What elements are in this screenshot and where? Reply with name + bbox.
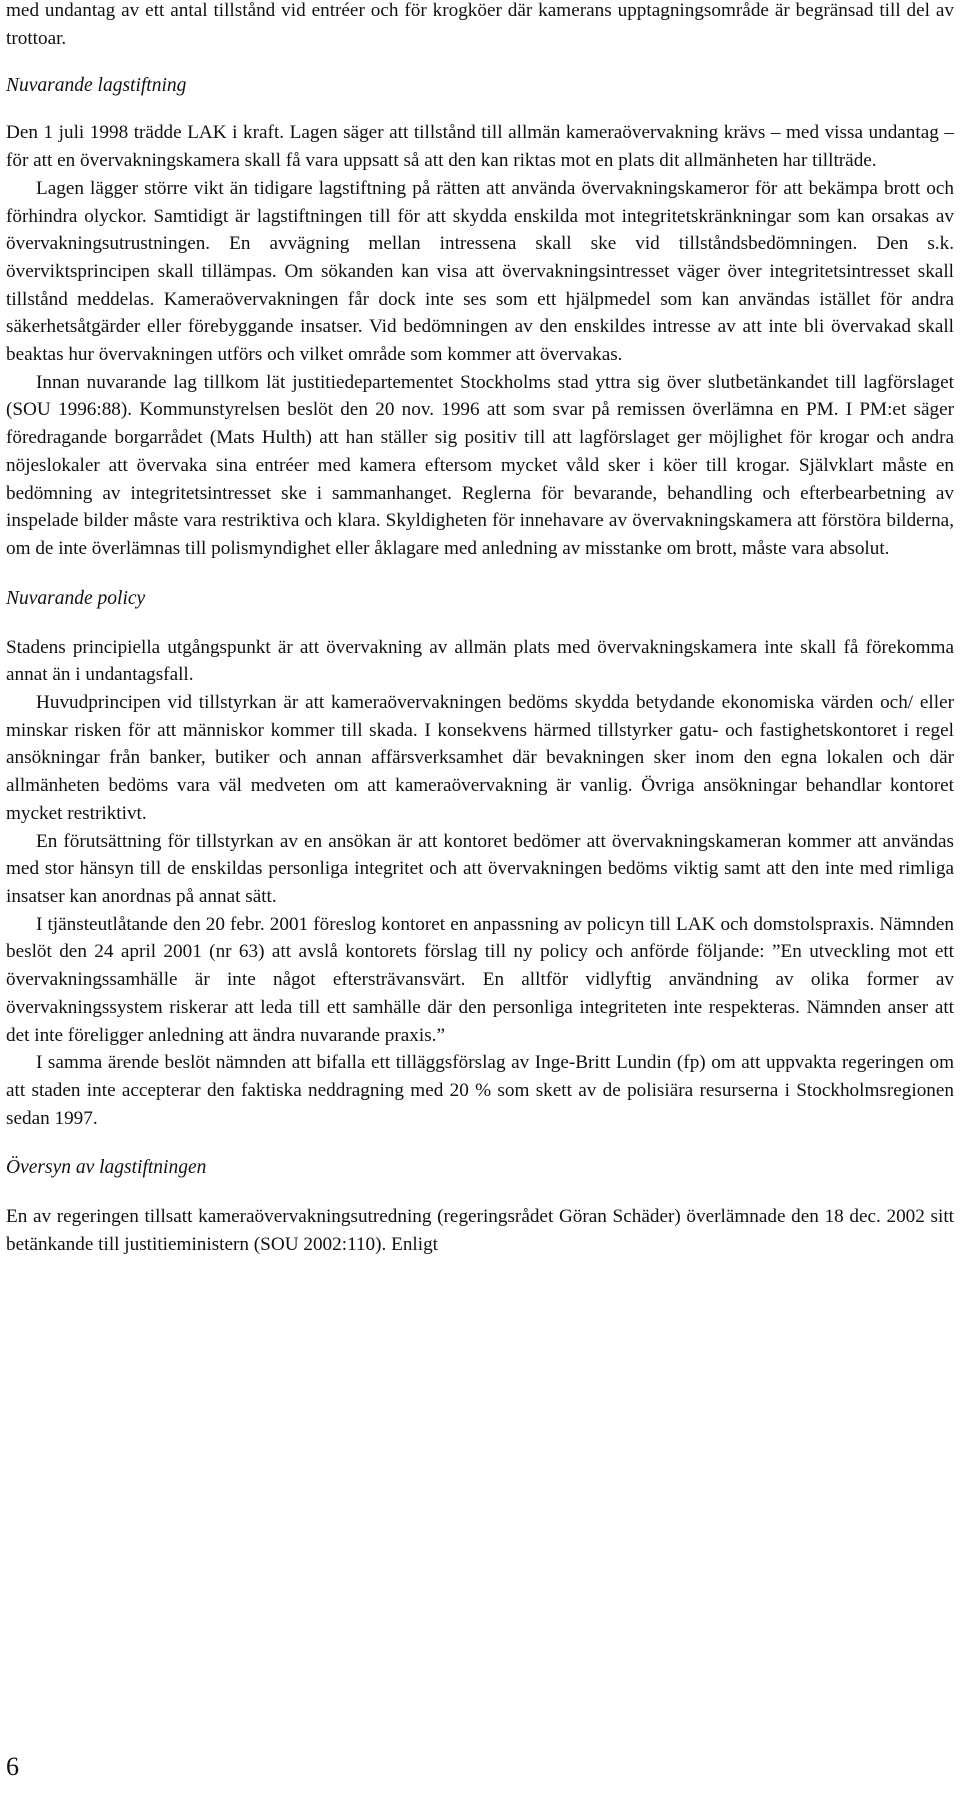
paragraph-lak-weighting: Lagen lägger större vikt än tidigare lagstiftning på rätten att använda övervakningskameror för att bekämpa brott och förhindra olyckor. Samtidigt är lagstiftningen till för att skydda enskilda mot integritetskränkningar som kan orsakas av övervakningsutrustningen. En avvägning mellan intressena skall ske vid tillståndsbedömningen. Den s.k. överviktsprincipen skall tillämpas. Om sökanden kan visa att övervakningsintresset väger över integritetsintresset skall tillstånd meddelas. Kameraövervakningen får dock inte ses som ett hjälpmedel som kan användas istället för andra säkerhetsåtgärder eller förebyggande insatser. Vid bedömningen av den enskildes intresse av att inte bli övervakad skall beaktas hur övervakningen utförs och vilket område som kommer att övervakas.	[6, 177, 954, 366]
section-heading-oversyn: Översyn av lagstiftningen	[6, 1157, 207, 1179]
paragraph-policy-2001-decision: I tjänsteutlåtande den 20 febr. 2001 föreslog kontoret en anpassning av policyn till LAK och domstolspraxis. Nämnden beslöt den 24 april 2001 (nr 63) att avslå kontorets förslag till ny policy och anförde följande: ”En utveckling mot ett övervakningssamhälle är inte något eftersträvansvärt. En alltför vidlyftig användning av olika former av övervakningssystem riskerar att leda till ett samhälle där den personliga integriteten inte respekteras. Nämnden anser att det inte föreligger anledning att ändra nuvarande praxis.”	[6, 913, 954, 1046]
paragraph-policy-main-principle: Huvudprincipen vid tillstyrkan är att kameraövervakningen bedöms skydda betydande ekonomiska värden och/ eller minskar risken för att människor kommer till skada. I konsekvens härmed tillstyrker gatu- och fastighetskontoret i regel ansökningar från banker, butiker och annan affärsverksamhet där bevakningen sker inom den egna lokalen och där allmänheten bedöms vara väl medveten om att kameraövervakning är vanlig. Övriga ansökningar behandlar kontoret mycket restriktivt.	[6, 692, 954, 824]
paragraph-policy-precondition: En förutsättning för tillstyrkan av en ansökan är att kontoret bedömer att övervakningskameran kommer att användas med stor hänsyn till de enskildas personliga integritet och att övervakningen bedöms viktig samt att den inte med rimliga insatser kan anordnas på annat sätt.	[6, 830, 954, 907]
page-number: 6	[6, 1752, 19, 1781]
paragraph-remiss-pm: Innan nuvarande lag tillkom lät justitiedepartementet Stockholms stad yttra sig över slutbetänkandet till lagförslaget (SOU 1996:88). Kommunstyrelsen beslöt den 20 nov. 1996 att som svar på remissen överlämna en PM. I PM:et säger föredragande borgarrådet (Mats Hulth) att han ställer sig positiv till att lagförslaget ger möjlighet för krogar och andra nöjeslokaler att övervaka sina entréer med kamera eftersom mycket våld sker i köer till krogar. Självklart måste en bedömning av integritetsintresset ske i sammanhanget. Reglerna för bevarande, behandling och efterbearbetning av inspelade bilder måste vara restriktiva och klara. Skyldigheten för innehavare av övervakningskamera att förstöra bilderna, om de inte överlämnas till polismyndighet eller åklagare med anledning av misstanke om brott, måste vara absolut.	[6, 371, 954, 559]
continuation-paragraph: med undantag av ett antal tillstånd vid entréer och för krogköer där kamerans upptagningsområde är begränsad till del av trottoar.	[6, 0, 954, 49]
document-page	[6, 0, 954, 1259]
paragraph-policy-principle: Stadens principiella utgångspunkt är att övervakning av allmän plats med övervakningskamera inte skall få förekomma annat än i undantagsfall.	[6, 636, 954, 686]
paragraph-policy-addition: I samma ärende beslöt nämnden att bifalla ett tilläggsförslag av Inge-Britt Lundin (fp) om att uppvakta regeringen om att staden inte accepterar den faktiska neddragning med 20 % som skett av de polisiära resurserna i Stockholmsregionen sedan 1997.	[6, 1052, 954, 1129]
paragraph-oversyn-intro: En av regeringen tillsatt kameraövervakningsutredning (regeringsrådet Göran Schäder) överlämnade den 18 dec. 2002 sitt betänkande till justitieministern (SOU 2002:110). Enligt	[6, 1206, 954, 1256]
paragraph-lak-intro: Den 1 juli 1998 trädde LAK i kraft. Lagen säger att tillstånd till allmän kameraövervakning krävs – med vissa undantag – för att en övervakningskamera skall få vara uppsatt så att den kan riktas mot en plats dit allmänheten har tillträde.	[6, 122, 954, 172]
section-heading-nuvarande-lagstiftning: Nuvarande lagstiftning	[6, 75, 187, 97]
section-heading-nuvarande-policy: Nuvarande policy	[6, 587, 146, 609]
